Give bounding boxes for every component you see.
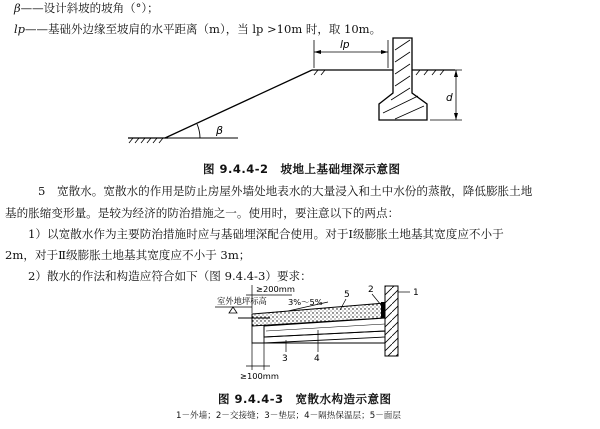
dim-top-label: ≥200mm xyxy=(256,284,295,294)
paragraph-line-4: 2m，对于Ⅱ级膨胀土地基其宽度应不小于 3m； xyxy=(5,248,251,262)
figure2-legend: 1－外墙；2－交接缝；3－垫层；4－隔热保温层；5－面层 xyxy=(176,411,401,421)
d-label: d xyxy=(446,92,453,104)
definition-lp-text: ——基础外边缘至坡肩的水平距离（m），当 lp >10m 时，取 10m。 xyxy=(25,22,382,36)
outdoor-grade-marker xyxy=(229,307,237,313)
dim-bottom-label: ≥100mm xyxy=(240,371,279,381)
label-n2: 2 xyxy=(368,285,374,295)
joint xyxy=(381,302,385,318)
definition-beta-text: ——设计斜坡的坡角（°）； xyxy=(20,1,159,15)
outer-wall xyxy=(385,286,398,356)
label-n1: 1 xyxy=(413,288,419,298)
label-n4: 4 xyxy=(314,354,320,364)
slope-label: 3%～5% xyxy=(288,297,323,307)
definition-beta-symbol: β xyxy=(14,1,21,15)
beta-label: β xyxy=(216,124,224,137)
figure1-caption: 图 9.4.4-2 坡地上基础埋深示意图 xyxy=(203,162,401,176)
figure2-caption: 图 9.4.4-3 宽散水构造示意图 xyxy=(218,392,392,406)
label-n3: 3 xyxy=(282,354,288,364)
definition-lp-symbol: lp xyxy=(14,22,26,36)
outdoor-grade-label: 室外地坪标高 xyxy=(217,296,267,306)
lp-label: lp xyxy=(340,39,350,51)
paragraph-line-1: 5 宽散水。宽散水的作用是防止房屋外墙处地表水的大量浸入和土中水份的蒸散，降低膨胀土地 xyxy=(38,184,533,198)
paragraph-line-3: 1）以宽散水作为主要防治措施时应与基础埋深配合使用。对于Ⅰ级膨胀土地基其宽度应不小于 xyxy=(28,227,504,241)
paragraph-line-2: 基的胀缩变形量。是较为经济的防治措施之一。使用时，要注意以下的两点： xyxy=(5,206,400,220)
paragraph-line-5: 2）散水的作法和构造应符合如下（图 9.4.4-3）要求： xyxy=(28,269,312,283)
label-n5: 5 xyxy=(344,290,350,300)
